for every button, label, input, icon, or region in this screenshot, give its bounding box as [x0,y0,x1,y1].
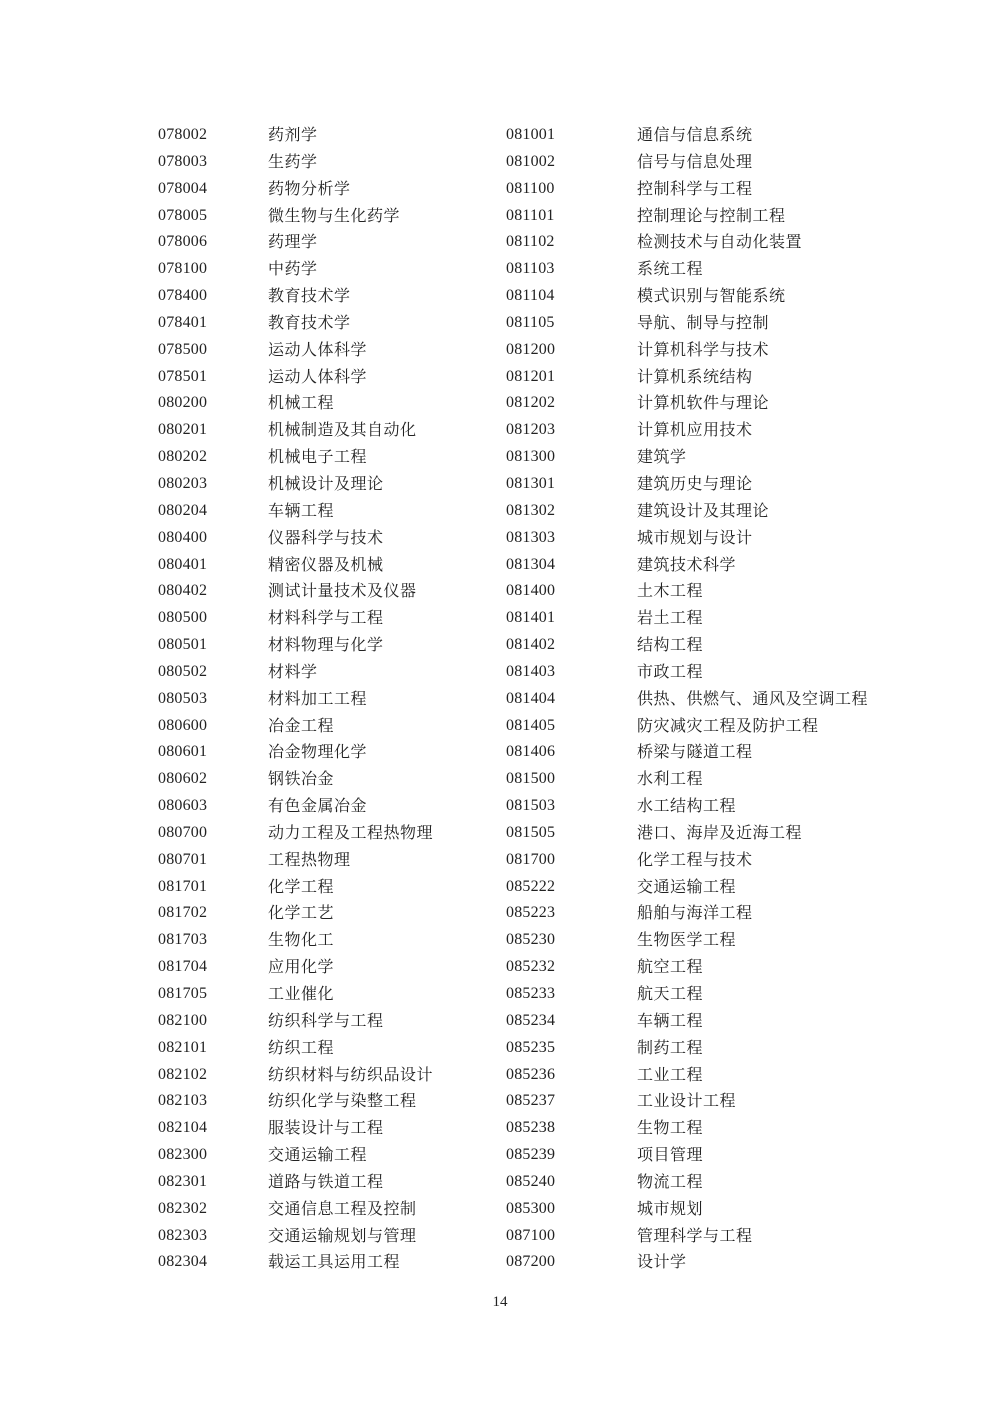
discipline-code: 081002 [506,152,556,170]
discipline-name: 水利工程 [637,769,704,789]
discipline-code: 078002 [158,126,208,143]
discipline-name: 检测技术与自动化装置 [637,232,803,252]
discipline-name: 药物分析学 [268,178,351,198]
list-item [158,820,558,847]
list-item [158,337,558,364]
discipline-name: 建筑历史与理论 [637,473,753,493]
discipline-code: 082101 [158,1038,208,1056]
list-item [158,1142,558,1169]
discipline-code: 085234 [506,1011,556,1029]
discipline-code: 080701 [158,850,208,868]
discipline-name: 交通信息工程及控制 [268,1198,417,1218]
discipline-name: 建筑设计及其理论 [637,500,770,520]
discipline-code: 078004 [158,179,208,197]
list-item [158,981,558,1008]
list-item [506,605,906,632]
list-item [158,1115,558,1142]
discipline-name: 系统工程 [637,259,704,279]
list-item [506,498,906,525]
discipline-name: 交通运输工程 [637,876,737,896]
list-item [158,632,558,659]
list-item [158,283,558,310]
discipline-code: 080204 [158,501,208,519]
discipline-name: 控制理论与控制工程 [637,205,786,225]
discipline-name: 土木工程 [637,581,704,601]
discipline-code: 081703 [158,931,208,949]
discipline-code: 078400 [158,287,208,305]
discipline-name: 制药工程 [637,1037,704,1057]
discipline-code: 080602 [158,770,208,788]
discipline-code: 078003 [158,152,208,170]
list-item [158,713,558,740]
list-item [158,444,558,471]
discipline-code: 078100 [158,260,208,278]
discipline-code: 081402 [506,636,556,654]
discipline-name: 教育技术学 [268,312,351,332]
discipline-code: 082303 [158,1226,208,1244]
list-item [506,713,906,740]
discipline-code: 078006 [158,233,208,251]
discipline-name: 水工结构工程 [637,796,737,816]
discipline-code: 081406 [506,743,556,761]
discipline-name: 船舶与海洋工程 [637,903,753,923]
list-item [506,1035,906,1062]
discipline-code: 085240 [506,1172,556,1190]
discipline-code: 081101 [506,206,555,224]
discipline-name: 纺织科学与工程 [268,1010,384,1030]
discipline-name: 航天工程 [637,984,704,1003]
discipline-name: 防灾减灾工程及防护工程 [637,715,819,735]
list-item [158,900,558,927]
list-item [506,364,906,391]
discipline-name: 市政工程 [637,661,704,681]
discipline-name: 航空工程 [637,957,704,977]
discipline-name: 生物化工 [268,930,335,950]
list-item [506,1169,906,1196]
discipline-name: 材料加工工程 [268,688,368,708]
discipline-name: 项目管理 [637,1145,704,1165]
discipline-code: 081001 [506,126,556,143]
discipline-name: 化学工艺 [268,903,335,923]
list-item [158,498,558,525]
discipline-name: 桥梁与隧道工程 [637,742,753,762]
discipline-name: 信号与信息处理 [637,151,753,171]
discipline-name: 道路与铁道工程 [268,1171,384,1191]
list-item [158,874,558,901]
discipline-code: 081105 [506,313,555,331]
discipline-code: 085223 [506,904,556,922]
discipline-name: 仪器科学与技术 [268,527,384,547]
discipline-name: 岩土工程 [637,608,704,628]
discipline-code: 080201 [158,421,208,439]
discipline-name: 计算机科学与技术 [637,339,770,359]
discipline-name: 机械设计及理论 [268,473,384,493]
list-item [506,820,906,847]
discipline-code: 080401 [158,555,208,573]
discipline-name: 有色金属冶金 [268,796,368,816]
discipline-code: 082300 [158,1146,208,1164]
list-item [158,1196,558,1223]
list-item [158,954,558,981]
list-item [506,310,906,337]
list-item [506,927,906,954]
list-item [158,149,558,176]
discipline-name: 计算机软件与理论 [637,393,770,413]
list-item [158,793,558,820]
discipline-name: 设计学 [637,1252,687,1272]
discipline-code: 081302 [506,501,556,519]
discipline-name: 纺织化学与染整工程 [268,1091,417,1111]
list-item [506,632,906,659]
list-item [506,766,906,793]
discipline-name: 计算机应用技术 [637,420,753,440]
discipline-name: 药剂学 [268,125,318,144]
discipline-code: 082102 [158,1065,208,1083]
discipline-name: 运动人体科学 [268,366,368,386]
discipline-code: 087100 [506,1226,556,1244]
discipline-name: 工业催化 [268,984,335,1003]
list-item [506,122,906,149]
list-item [158,176,558,203]
list-item [158,417,558,444]
discipline-name: 建筑学 [637,447,687,467]
discipline-code: 081505 [506,823,556,841]
discipline-code: 081104 [506,287,555,305]
discipline-code: 081304 [506,555,556,573]
discipline-code: 081203 [506,421,556,439]
list-item [506,176,906,203]
list-item [158,310,558,337]
discipline-name: 城市规划与设计 [637,527,753,547]
list-item [158,390,558,417]
discipline-name: 管理科学与工程 [637,1225,753,1245]
discipline-code: 081300 [506,448,556,466]
discipline-code: 082302 [158,1199,208,1217]
list-item [506,283,906,310]
discipline-code: 081202 [506,394,556,412]
list-item [506,417,906,444]
discipline-code: 085239 [506,1146,556,1164]
discipline-code: 080600 [158,716,208,734]
discipline-code: 081301 [506,474,556,492]
left-column-list [158,122,558,1276]
discipline-code: 081702 [158,904,208,922]
discipline-name: 材料学 [268,661,318,681]
discipline-name: 测试计量技术及仪器 [268,581,417,601]
list-item [506,337,906,364]
discipline-code: 081303 [506,528,556,546]
list-item [158,552,558,579]
discipline-code: 080402 [158,582,208,600]
discipline-code: 080601 [158,743,208,761]
list-item [506,954,906,981]
page-number: 14 [492,1294,508,1310]
discipline-code: 085230 [506,931,556,949]
discipline-name: 机械电子工程 [268,447,368,467]
discipline-name: 纺织工程 [268,1037,335,1057]
discipline-name: 材料物理与化学 [268,635,384,655]
discipline-code: 087200 [506,1253,556,1271]
discipline-code: 081405 [506,716,556,734]
list-item [158,927,558,954]
discipline-code: 078005 [158,206,208,224]
discipline-code: 082104 [158,1119,208,1137]
list-item [506,390,906,417]
discipline-code: 085222 [506,877,556,895]
list-item [158,659,558,686]
discipline-code: 081704 [158,958,208,976]
discipline-code: 085300 [506,1199,556,1217]
discipline-code: 085237 [506,1092,556,1110]
discipline-code: 085232 [506,958,556,976]
discipline-name: 冶金物理化学 [268,742,368,762]
list-item [506,525,906,552]
list-item [506,552,906,579]
discipline-code: 080501 [158,636,208,654]
discipline-code: 081100 [506,179,555,197]
list-item [158,1008,558,1035]
discipline-code: 078500 [158,340,208,358]
list-item [158,766,558,793]
list-item [158,256,558,283]
discipline-name: 化学工程与技术 [637,849,753,869]
list-item [506,578,906,605]
list-item [506,686,906,713]
list-item [506,229,906,256]
list-item [506,256,906,283]
list-item [506,1088,906,1115]
discipline-name: 药理学 [268,232,318,252]
discipline-name: 建筑技术科学 [637,554,737,574]
discipline-code: 081201 [506,367,556,385]
discipline-name: 供热、供燃气、通风及空调工程 [637,688,869,708]
discipline-name: 纺织材料与纺织品设计 [268,1064,434,1084]
list-item [158,1035,558,1062]
discipline-name: 机械工程 [268,393,335,413]
discipline-name: 交通运输工程 [268,1145,368,1165]
discipline-code: 080503 [158,689,208,707]
discipline-code: 080202 [158,448,208,466]
discipline-name: 载运工具运用工程 [268,1252,401,1272]
discipline-code: 081404 [506,689,556,707]
list-item [506,900,906,927]
discipline-name: 城市规划 [637,1198,704,1218]
discipline-name: 微生物与生化药学 [268,205,401,225]
discipline-name: 机械制造及其自动化 [268,420,417,440]
discipline-code: 085238 [506,1119,556,1137]
discipline-name: 导航、制导与控制 [637,312,770,332]
list-item [506,1062,906,1089]
discipline-code: 081403 [506,662,556,680]
discipline-code: 080203 [158,474,208,492]
discipline-code: 085236 [506,1065,556,1083]
discipline-name: 材料科学与工程 [268,608,384,628]
discipline-name: 精密仪器及机械 [268,554,384,574]
list-item [506,444,906,471]
discipline-code: 082301 [158,1172,208,1190]
list-item [506,981,906,1008]
discipline-code: 078501 [158,367,208,385]
list-item [506,1008,906,1035]
list-item [158,1249,558,1276]
discipline-name: 交通运输规划与管理 [268,1225,417,1245]
discipline-name: 模式识别与智能系统 [637,286,786,306]
list-item [158,122,558,149]
discipline-name: 化学工程 [268,876,335,896]
discipline-name: 结构工程 [637,635,704,655]
discipline-name: 工业设计工程 [637,1091,737,1111]
list-item [158,229,558,256]
list-item [506,739,906,766]
discipline-name: 工程热物理 [268,849,351,869]
list-item [158,847,558,874]
list-item [506,203,906,230]
discipline-code: 082304 [158,1253,208,1271]
discipline-name: 应用化学 [268,957,335,977]
discipline-name: 计算机系统结构 [637,366,753,386]
discipline-name: 教育技术学 [268,286,351,306]
list-item [506,1249,906,1276]
list-item [506,1223,906,1250]
list-item [158,686,558,713]
discipline-name: 中药学 [268,259,318,279]
list-item [158,471,558,498]
discipline-code: 080603 [158,797,208,815]
list-item [158,1169,558,1196]
discipline-name: 生药学 [268,151,318,171]
discipline-code: 082103 [158,1092,208,1110]
discipline-name: 物流工程 [637,1171,704,1191]
discipline-code: 080500 [158,609,208,627]
list-item [158,525,558,552]
discipline-name: 服装设计与工程 [268,1118,384,1138]
discipline-code: 081700 [506,850,556,868]
list-item [506,874,906,901]
discipline-name: 控制科学与工程 [637,178,753,198]
discipline-code: 080400 [158,528,208,546]
list-item [158,203,558,230]
discipline-code: 081400 [506,582,556,600]
discipline-name: 车辆工程 [637,1010,704,1030]
discipline-name: 生物工程 [637,1118,704,1138]
list-item [158,1062,558,1089]
list-item [158,1088,558,1115]
list-item [506,1196,906,1223]
discipline-code: 085233 [506,985,556,1002]
discipline-name: 通信与信息系统 [637,125,753,144]
discipline-code: 082100 [158,1011,208,1029]
discipline-name: 动力工程及工程热物理 [268,822,434,842]
list-item [506,471,906,498]
list-item [158,578,558,605]
discipline-code: 081401 [506,609,556,627]
list-item [506,149,906,176]
discipline-code: 081200 [506,340,556,358]
discipline-code: 081500 [506,770,556,788]
list-item [506,1142,906,1169]
list-item [506,847,906,874]
discipline-name: 工业工程 [637,1064,704,1084]
right-column-list [506,122,906,1276]
discipline-code: 081701 [158,877,208,895]
discipline-code: 081103 [506,260,555,278]
discipline-name: 生物医学工程 [637,930,737,950]
discipline-code: 078401 [158,313,208,331]
discipline-name: 车辆工程 [268,500,335,520]
discipline-name: 冶金工程 [268,715,335,735]
list-item [158,605,558,632]
discipline-code: 080200 [158,394,208,412]
discipline-code: 081503 [506,797,556,815]
list-item [506,1115,906,1142]
discipline-code: 080502 [158,662,208,680]
discipline-name: 港口、海岸及近海工程 [637,822,803,842]
list-item [506,659,906,686]
list-item [158,739,558,766]
discipline-code: 085235 [506,1038,556,1056]
discipline-code: 081705 [158,985,208,1002]
list-item [506,793,906,820]
discipline-code: 081102 [506,233,555,251]
discipline-code: 080700 [158,823,208,841]
discipline-name: 运动人体科学 [268,339,368,359]
list-item [158,1223,558,1250]
list-item [158,364,558,391]
discipline-name: 钢铁冶金 [268,769,335,789]
